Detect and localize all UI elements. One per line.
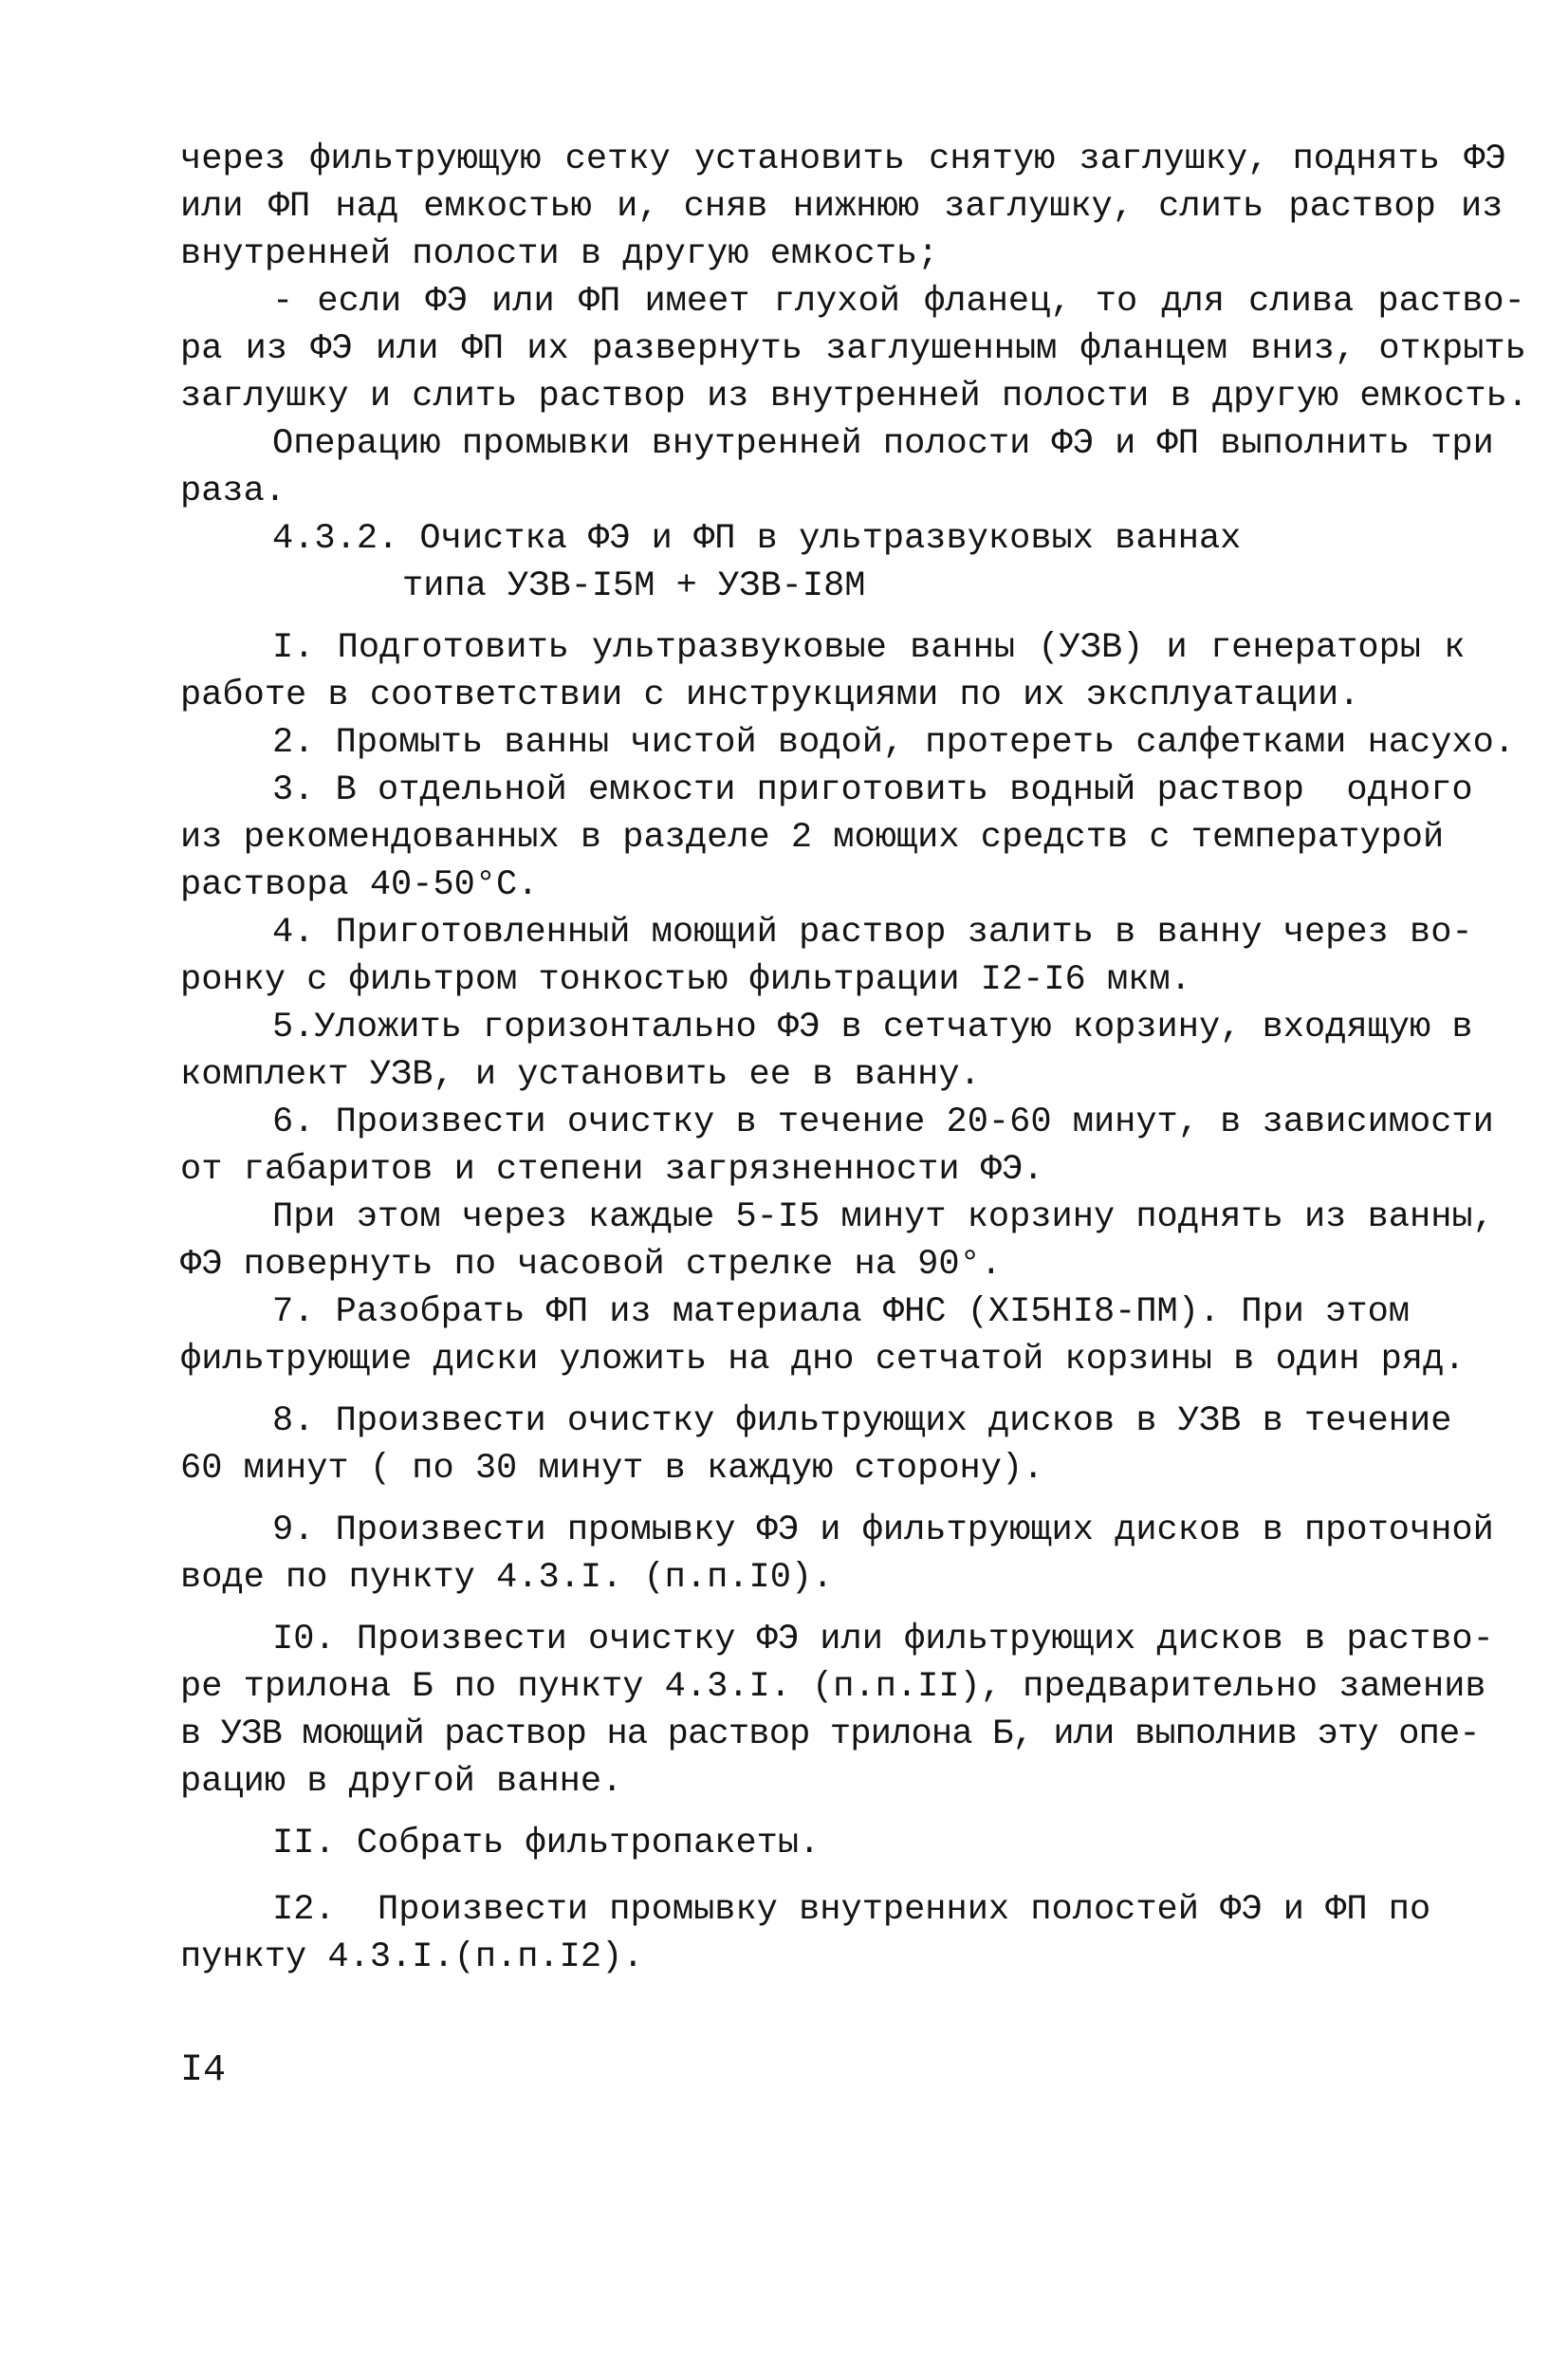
text-line: через фильтрующую сетку установить снятую заглушку, поднять ФЭ — [180, 139, 1506, 179]
text-line: 60 минут ( по 30 минут в каждую сторону). — [180, 1449, 1044, 1489]
text-line: или ФП над емкостью и, сняв нижнюю заглушку, слить раствор из — [180, 187, 1503, 227]
list-item: I. Подготовить ультразвуковые ванны (УЗВ) и генераторы к — [272, 628, 1466, 668]
text-line: Операцию промывки внутренней полости ФЭ и ФП выполнить три — [272, 424, 1494, 464]
text-line: При этом через каждые 5-I5 минут корзину поднять из ванны, — [272, 1197, 1494, 1237]
list-item: I2. Произвести промывку внутренних полостей ФЭ и ФП по — [272, 1890, 1431, 1930]
text-line: ФЭ повернуть по часовой стрелке на 90°. — [180, 1245, 1002, 1285]
text-line: работе в соответствии с инструкциями по их эксплуатации. — [180, 676, 1360, 715]
text-line: фильтрующие диски уложить на дно сетчатой корзины в один ряд. — [180, 1340, 1466, 1380]
text-line: рацию в другой ванне. — [180, 1762, 623, 1802]
list-item: 5.Уложить горизонтально ФЭ в сетчатую корзину, входящую в — [272, 1008, 1473, 1047]
text-line: раза. — [180, 472, 286, 511]
text-line: в УЗВ моющий раствор на раствор трилона Б, или выполнив эту опе- — [180, 1714, 1480, 1754]
text-line: - если ФЭ или ФП имеет глухой фланец, то для слива раство- — [272, 282, 1525, 322]
text-line: заглушку и слить раствор из внутренней полости в другую емкость. — [180, 377, 1529, 417]
list-item: 4. Приготовленный моющий раствор залить в ванну через во- — [272, 913, 1473, 953]
list-item: 6. Произвести очистку в течение 20-60 минут, в зависимости — [272, 1102, 1494, 1142]
list-item: 8. Произвести очистку фильтрующих дисков в УЗВ в течение — [272, 1401, 1452, 1441]
list-item: 7. Разобрать ФП из материала ФНС (XI5HI8-ПМ). При этом — [272, 1292, 1410, 1332]
text-line: комплект УЗВ, и установить ее в ванну. — [180, 1055, 981, 1095]
text-line: от габаритов и степени загрязненности ФЭ. — [180, 1150, 1044, 1190]
text-line: ре трилона Б по пункту 4.3.I. (п.п.II), предварительно заменив — [180, 1667, 1486, 1707]
section-heading: 4.3.2. Очистка ФЭ и ФП в ультразвуковых ваннах — [272, 519, 1242, 559]
text-line: воде по пункту 4.3.I. (п.п.I0). — [180, 1558, 834, 1598]
text-line: из рекомендованных в разделе 2 моющих средств с температурой — [180, 818, 1445, 858]
text-line: внутренней полости в другую емкость; — [180, 234, 939, 274]
list-item: II. Собрать фильтропакеты. — [272, 1824, 821, 1863]
list-item: 3. В отдельной емкости приготовить водный раствор одного — [272, 770, 1473, 810]
list-item: I0. Произвести очистку ФЭ или фильтрующих дисков в раство- — [272, 1620, 1494, 1659]
section-heading: типа УЗВ-I5М + УЗВ-I8М — [402, 566, 866, 606]
list-item: 9. Произвести промывку ФЭ и фильтрующих дисков в проточной — [272, 1510, 1494, 1550]
text-line: ронку с фильтром тонкостью фильтрации I2-I6 мкм. — [180, 960, 1191, 1000]
page-number: I4 — [180, 2049, 227, 2092]
text-line: ра из ФЭ или ФП их развернуть заглушенным фланцем вниз, открыть — [180, 329, 1526, 369]
text-line: раствора 40-50°С. — [180, 865, 539, 905]
list-item: 2. Промыть ванны чистой водой, протереть салфетками насухо. — [272, 723, 1516, 763]
text-line: пункту 4.3.I.(п.п.I2). — [180, 1937, 644, 1977]
